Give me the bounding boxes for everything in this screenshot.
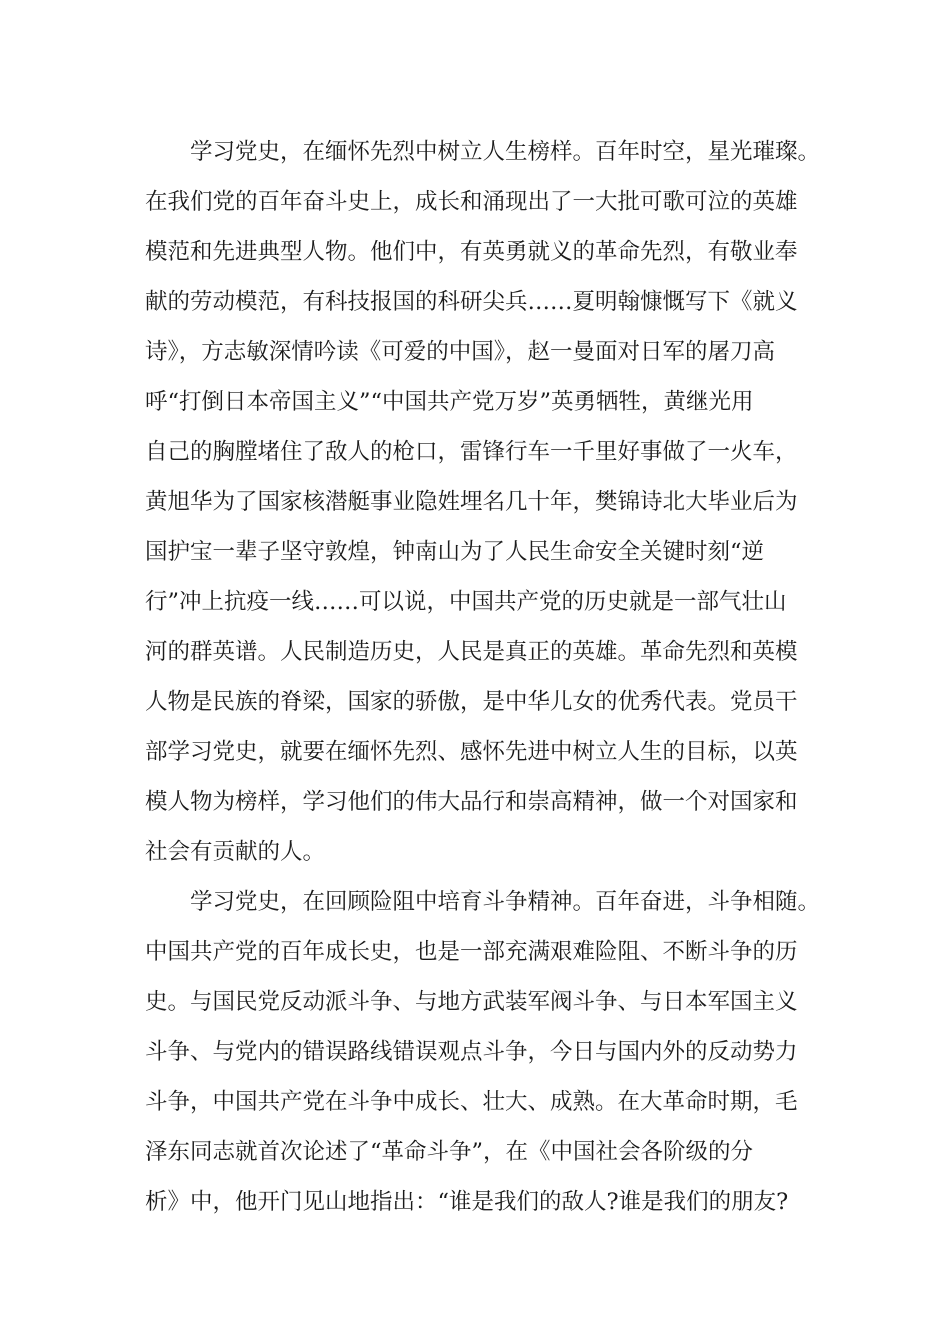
text-line: 析》中，他开门见山地指出：“谁是我们的敌人?谁是我们的朋友? <box>145 1189 789 1215</box>
text-line: 献的劳动模范，有科技报国的科研尖兵……夏明翰慷慨写下《就义 <box>145 289 798 315</box>
text-line: 模人物为榜样，学习他们的伟大品行和崇高精神，做一个对国家和 <box>145 789 798 815</box>
text-line: 呼“打倒日本帝国主义”“中国共产党万岁”英勇牺牲，黄继光用 <box>145 389 754 415</box>
text-line: 在我们党的百年奋斗史上，成长和涌现出了一大批可歌可泣的英雄 <box>145 189 798 215</box>
document-body <box>145 127 825 1227</box>
text-line: 部学习党史，就要在缅怀先烈、感怀先进中树立人生的目标，以英 <box>145 739 798 765</box>
text-line: 学习党史，在回顾险阻中培育斗争精神。百年奋进，斗争相随。 <box>190 889 821 915</box>
paragraph-struggle-spirit <box>145 877 825 1227</box>
text-line: 史。与国民党反动派斗争、与地方武装军阀斗争、与日本军国主义 <box>145 989 798 1015</box>
text-line: 黄旭华为了国家核潜艇事业隐姓埋名几十年，樊锦诗北大毕业后为 <box>145 489 798 515</box>
paragraph-role-models <box>145 127 825 877</box>
text-line: 自己的胸膛堵住了敌人的枪口，雷锋行车一千里好事做了一火车， <box>145 439 798 465</box>
text-line: 河的群英谱。人民制造历史，人民是真正的英雄。革命先烈和英模 <box>145 639 798 665</box>
text-line: 学习党史，在缅怀先烈中树立人生榜样。百年时空，星光璀璨。 <box>190 139 821 165</box>
text-line: 社会有贡献的人。 <box>145 839 326 865</box>
text-line: 中国共产党的百年成长史，也是一部充满艰难险阻、不断斗争的历 <box>145 939 798 965</box>
text-line: 人物是民族的脊梁，国家的骄傲，是中华儿女的优秀代表。党员干 <box>145 689 798 715</box>
text-line: 泽东同志就首次论述了“革命斗争”，在《中国社会各阶级的分 <box>145 1139 754 1165</box>
text-line: 行”冲上抗疫一线……可以说，中国共产党的历史就是一部气壮山 <box>145 589 787 615</box>
text-line: 诗》，方志敏深情吟读《可爱的中国》，赵一曼面对日军的屠刀高 <box>145 339 776 365</box>
text-line: 斗争，中国共产党在斗争中成长、壮大、成熟。在大革命时期，毛 <box>145 1089 798 1115</box>
text-line: 模范和先进典型人物。他们中，有英勇就义的革命先烈，有敬业奉 <box>145 239 798 265</box>
text-line: 国护宝一辈子坚守敦煌，钟南山为了人民生命安全关键时刻“逆 <box>145 539 765 565</box>
text-line: 斗争、与党内的错误路线错误观点斗争，今日与国内外的反动势力 <box>145 1039 798 1065</box>
